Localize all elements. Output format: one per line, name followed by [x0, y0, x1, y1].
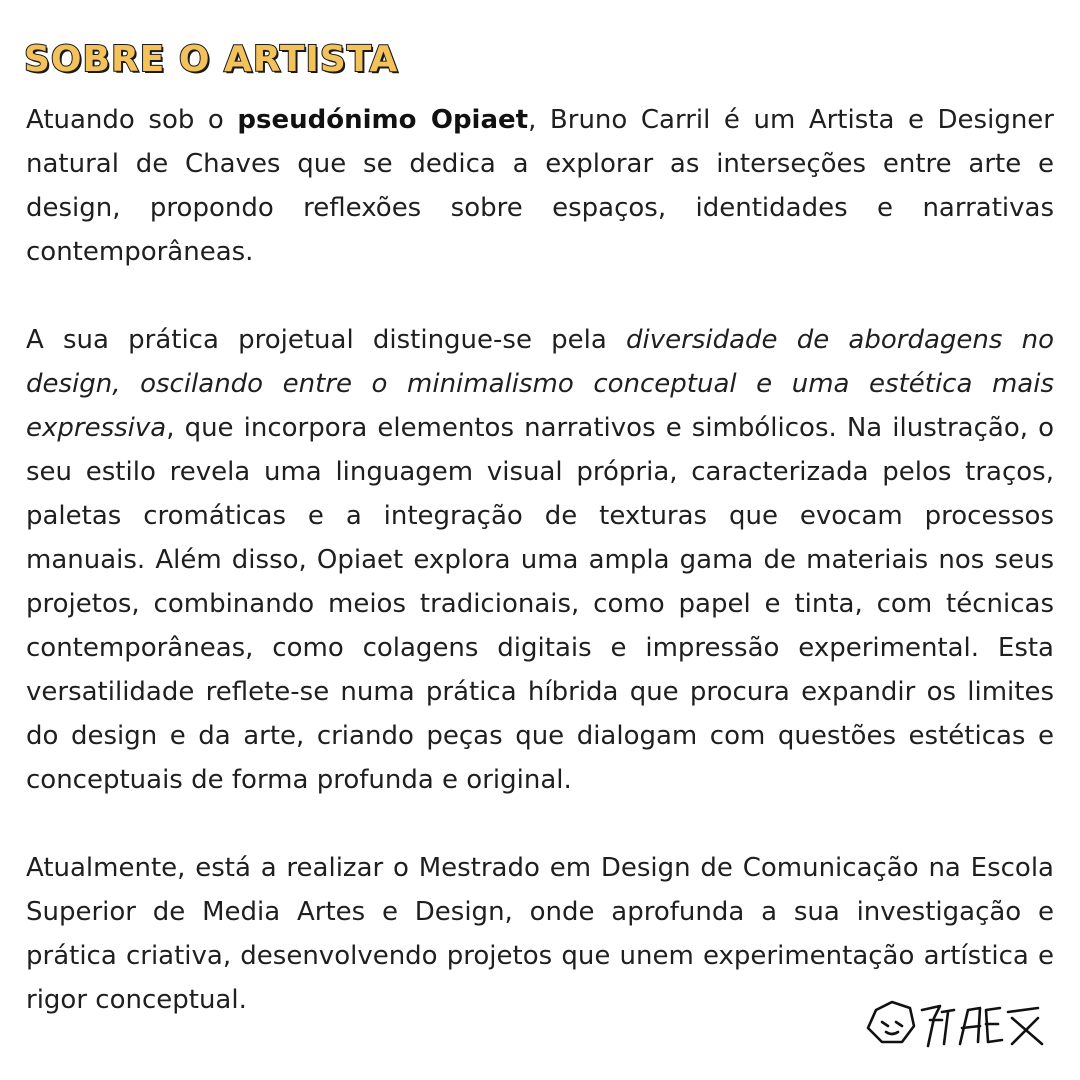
- page-title: SOBRE O ARTISTA: [24, 39, 399, 80]
- paragraph-practice-rest: , que incorpora elementos narrativos e simbólicos. Na ilustração, o seu estilo revela uma linguagem visual própria, caracterizada pelos traços, paletas cromáticas e a integração de texturas que evocam processos manuais. Além disso, Opiaet explora uma ampla gama de materiais nos seus projetos, combinando meios tradicionais, como papel e tinta, com técnicas contemporâneas, como colagens digitais e impressão experimental. Esta versatilidade reflete-se numa prática híbrida que procura expandir os limites do design e da arte, criando peças que dialogam com questões estéticas e conceptuais de forma profunda e original.: [26, 413, 1054, 795]
- pseudonym-emphasis: pseudónimo Opiaet: [237, 105, 529, 135]
- signature-logo-icon: [862, 996, 1048, 1052]
- practice-emphasis: diversidade de abordagens no design, oscilando entre o minimalismo conceptual e uma estética mais expressiva: [26, 325, 1054, 443]
- paragraph-intro-start: Atuando sob o: [26, 105, 238, 135]
- bio-text: [26, 98, 1054, 1022]
- paragraph-intro: [26, 98, 1054, 274]
- paragraph-practice: [26, 318, 1054, 802]
- paragraph-current: Atualmente, está a realizar o Mestrado em Design de Comunicação na Escola Superior de Media Artes e Design, onde aprofunda a sua investigação e prática criativa, desenvolvendo projetos que unem experimentação artística e rigor conceptual.: [26, 853, 1054, 1015]
- paragraph-practice-start: A sua prática projetual distingue-se pela: [26, 325, 627, 355]
- paragraph-intro-rest: , Bruno Carril é um Artista e Designer natural de Chaves que se dedica a explorar as interseções entre arte e design, propondo reflexões sobre espaços, identidades e narrativas contemporâneas.: [26, 105, 1054, 267]
